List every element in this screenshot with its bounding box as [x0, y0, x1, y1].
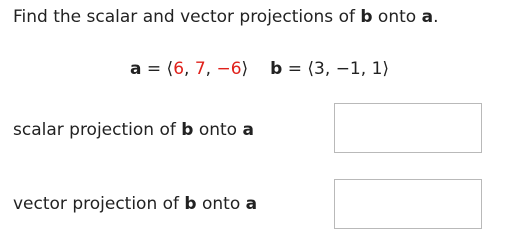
- problem-prompt: [13, 7, 438, 27]
- prompt-vector-b: b: [360, 7, 373, 27]
- vector-label-a: a: [245, 194, 258, 214]
- prompt-text-start: Find the scalar and vector projections of: [13, 7, 361, 27]
- scalar-label-start: scalar projection of: [13, 120, 182, 140]
- vector-b-component-2: −1: [335, 59, 361, 79]
- vector-a-separator-1: ,: [184, 59, 195, 79]
- scalar-projection-input[interactable]: [334, 103, 482, 153]
- vector-b-name: b: [270, 59, 283, 79]
- vector-b-close-bracket: ⟩: [382, 59, 390, 79]
- scalar-label-mid: onto: [193, 120, 243, 140]
- vector-a-name: a: [130, 59, 142, 79]
- vector-label-mid: onto: [196, 194, 246, 214]
- vector-b-component-1: 3: [314, 59, 325, 79]
- prompt-text-mid: onto: [372, 7, 422, 27]
- vector-b-separator-1: ,: [324, 59, 336, 79]
- prompt-text-end: .: [433, 7, 439, 27]
- vector-a-component-2: 7: [194, 59, 206, 79]
- vector-b-component-3: 1: [371, 59, 383, 79]
- scalar-label-b: b: [181, 120, 194, 140]
- vector-label-b: b: [184, 194, 197, 214]
- vector-b-open-bracket: ⟨: [307, 59, 315, 79]
- vector-b-equals: =: [282, 59, 308, 79]
- vector-a-equals: =: [141, 59, 167, 79]
- vector-projection-label: [13, 194, 257, 214]
- vector-a-component-3: −6: [216, 59, 242, 79]
- scalar-label-a: a: [242, 120, 254, 140]
- vector-label-start: vector projection of: [13, 194, 185, 214]
- vector-a-close-bracket: ⟩: [241, 59, 249, 79]
- vector-projection-input[interactable]: [334, 179, 482, 229]
- vector-definitions: [130, 59, 389, 79]
- vector-b-separator-2: ,: [360, 59, 372, 79]
- vector-a-open-bracket: ⟨: [166, 59, 174, 79]
- vector-a-separator-2: ,: [205, 59, 217, 79]
- prompt-vector-a: a: [421, 7, 434, 27]
- scalar-projection-label: [13, 120, 254, 140]
- vector-a-component-1: 6: [173, 59, 185, 79]
